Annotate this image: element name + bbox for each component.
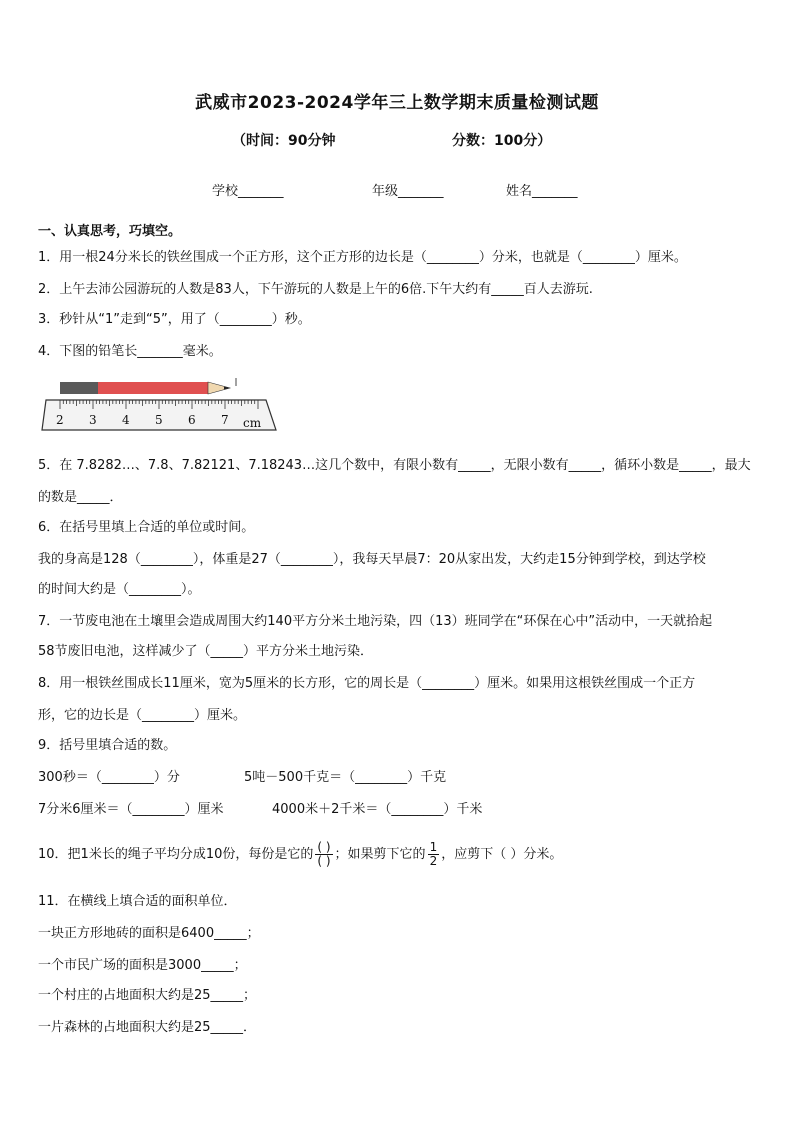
ruler-tick-label: 6 — [188, 413, 196, 427]
time-label: （时间：90分钟 — [232, 133, 336, 149]
question-11-item-1: 一块正方形地砖的面积是6400_____； — [38, 926, 260, 941]
question-10-text-c: ，应剪下（ ）分米。 — [441, 847, 563, 862]
school-field: 学校_______ — [212, 184, 284, 199]
question-9: 9．括号里填合适的数。 — [38, 738, 177, 753]
name-field: 姓名_______ — [506, 184, 578, 199]
ruler-tick-label: 7 — [221, 413, 229, 427]
question-2: 2．上午去沛公园游玩的人数是83人，下午游玩的人数是上午的6倍.下午大约有_____百人去游玩. — [38, 282, 593, 297]
question-10-text-a: 10．把1米长的绳子平均分成10份，每份是它的 — [38, 847, 314, 862]
question-8-cont: 形，它的边长是（________）厘米。 — [38, 708, 247, 723]
question-9-item-1: 300秒＝（________）分 — [38, 770, 180, 785]
question-5: 5．在 7.8282…、7.8、7.82121、7.18243…这几个数中，有限小数有_____，无限小数有_____，循环小数是_____，最大 — [38, 458, 751, 473]
question-4: 4．下图的铅笔长_______毫米。 — [38, 344, 222, 359]
question-9-item-3: 7分米6厘米＝（________）厘米 — [38, 802, 224, 817]
ruler-tick-label: 2 — [56, 413, 64, 427]
fraction-blank: $\frac{( )}{( )}$ — [317, 840, 331, 868]
pencil-ruler-figure — [38, 372, 278, 436]
fraction-one-half: $\frac{1}{2}$ — [429, 840, 438, 868]
question-11-item-4: 一片森林的占地面积大约是25_____． — [38, 1020, 257, 1035]
question-11: 11．在横线上填合适的面积单位． — [38, 894, 237, 909]
pencil-end — [60, 382, 98, 394]
ruler-tick-label: 3 — [89, 413, 97, 427]
question-6: 6．在括号里填上合适的单位或时间。 — [38, 520, 255, 535]
grade-field: 年级_______ — [372, 184, 444, 199]
question-9-item-4: 4000米＋2千米＝（________）千米 — [272, 802, 483, 817]
question-8: 8．用一根铁丝围成长11厘米，宽为5厘米的长方形，它的周长是（________）厘米。如果用这根铁丝围成一个正方 — [38, 676, 696, 691]
page-title: 武威市2023-2024学年三上数学期末质量检测试题 — [195, 93, 599, 113]
question-6-b: 的时间大约是（________）。 — [38, 582, 201, 597]
ruler-unit: cm — [243, 416, 262, 430]
question-5-cont: 的数是_____． — [38, 490, 123, 505]
question-9-item-2: 5吨－500千克＝（________）千克 — [244, 770, 447, 785]
question-10 — [38, 836, 758, 874]
question-11-item-2: 一个市民广场的面积是3000_____； — [38, 958, 247, 973]
question-11-item-3: 一个村庄的占地面积大约是25_____； — [38, 988, 257, 1003]
question-6-a: 我的身高是128（________），体重是27（________），我每天早晨7：20从家出发，大约走15分钟到学校，到达学校 — [38, 552, 706, 567]
pencil-body — [98, 382, 208, 394]
ruler-tick-label: 4 — [122, 413, 130, 427]
score-label: 分数：100分） — [452, 133, 552, 149]
ruler-tick-label: 5 — [155, 413, 163, 427]
question-3: 3．秒针从“1”走到“5”，用了（________）秒。 — [38, 312, 311, 327]
question-7: 7．一节废电池在土壤里会造成周围大约140平方分米土地污染，四（13）班同学在“环保在心中”活动中，一天就拾起 — [38, 614, 713, 629]
question-1: 1．用一根24分米长的铁丝围成一个正方形，这个正方形的边长是（________）分米，也就是（________）厘米。 — [38, 250, 687, 265]
question-7-cont: 58节废旧电池，这样减少了（_____）平方分米土地污染． — [38, 644, 374, 659]
question-10-text-b: ；如果剪下它的 — [334, 847, 426, 862]
section-heading: 一、认真思考，巧填空。 — [38, 224, 182, 239]
